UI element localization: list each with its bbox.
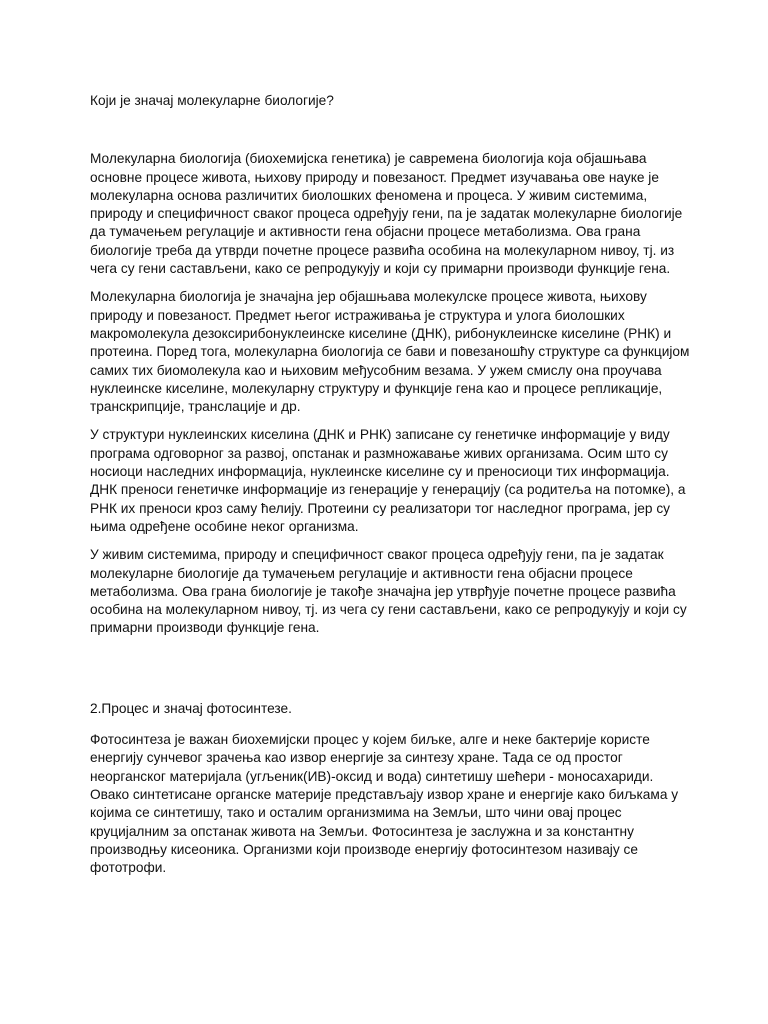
section-2-heading: 2.Процес и значај фотосинтезе. [90,700,292,716]
section-1-paragraph-3: У структури нуклеинских киселина (ДНК и РНК) записане су генетичке информације у виду програма одговорног за развој, опстанак и размножавање живих организама. Осим што су носиоци наследних информација, нуклеинске киселине су и преносиоци тих информација. ДНК преноси генетичке информације из генерације у генерацију (са родитеља на потомке), а РНК их преноси кроз саму ћелију. Протеини су реализатори тог наследног програма, јер су њима одређене особине неког организма. [90,427,686,534]
section-1-heading: Који је значај молекуларне биологије? [90,93,334,108]
document-body [90,92,690,887]
section-1-paragraph-2: Молекуларна биологија је значајна јер објашњава молекулске процесе живота, њихову природу и повезаност. Предмет његог истраживања је структура и улога биолошких макромолекула дезоксирибонуклеинске киселине (ДНК), рибонуклеинске киселине (РНК) и протеина. Поред тога, молекуларна биологија се бави и повезаношћу структуре са функцијом самих тих биомолекула као и њиховим међусобним везама. У ужем смислу она проучава нуклеинске киселине, молекуларну структуру и функције гена као и процесе репликације, транскрипције, транслације и др. [90,289,690,415]
section-2-paragraph-1: Фотосинтеза је важан биохемијски процес у којем биљке, алге и неке бактерије користе енергију сунчевог зрачења као извор енергије за синтезу хране. Тада се од простог неорганског материјала (угљеник(ИВ)-оксид и вода) синтетишу шећери - моносахариди. Овако синтетисане органске материје представљају извор хране и енергије како биљкама у којима се синтетишу, тако и осталим организмима на Земљи, што чини овај процес круцијалним за опстанак живота на Земљи. Фотосинтеза је заслужна и за константну производњу кисеоника. Организми који производе енергију фотосинтезом називају се фототрофи. [90,732,679,876]
section-1-paragraph-1: Молекуларна биологија (биохемијска генетика) је савремена биологија која објашњава основне процесе живота, њихову природу и повезаност. Предмет изучавања ове науке је молекуларна основа различитих биолошких феномена и процеса. У живим системима, природу и специфичност сваког процеса одређују гени, па је задатак молекуларне биологије да тумачењем регулације и активности гена објасни процесе метаболизма. Ова грана биологије треба да утврди почетне процесе развића особина на молекуларном нивоу, тј. из чега су гени састављени, како се репродукују и који су примарни производи функције гена. [90,151,683,277]
section-1-paragraph-4: У живим системима, природу и специфичност сваког процеса одређују гени, па је задатак молекуларне биологије да тумачењем регулације и активности гена објасни процесе метаболизма. Ова грана биологије је такође значајна јер утврђује почетне процесе развића особина на молекуларном нивоу, тј. из чега су гени састављени, како се репродукују и који су примарни производи функције гена. [90,547,687,636]
section-spacer [90,648,690,700]
